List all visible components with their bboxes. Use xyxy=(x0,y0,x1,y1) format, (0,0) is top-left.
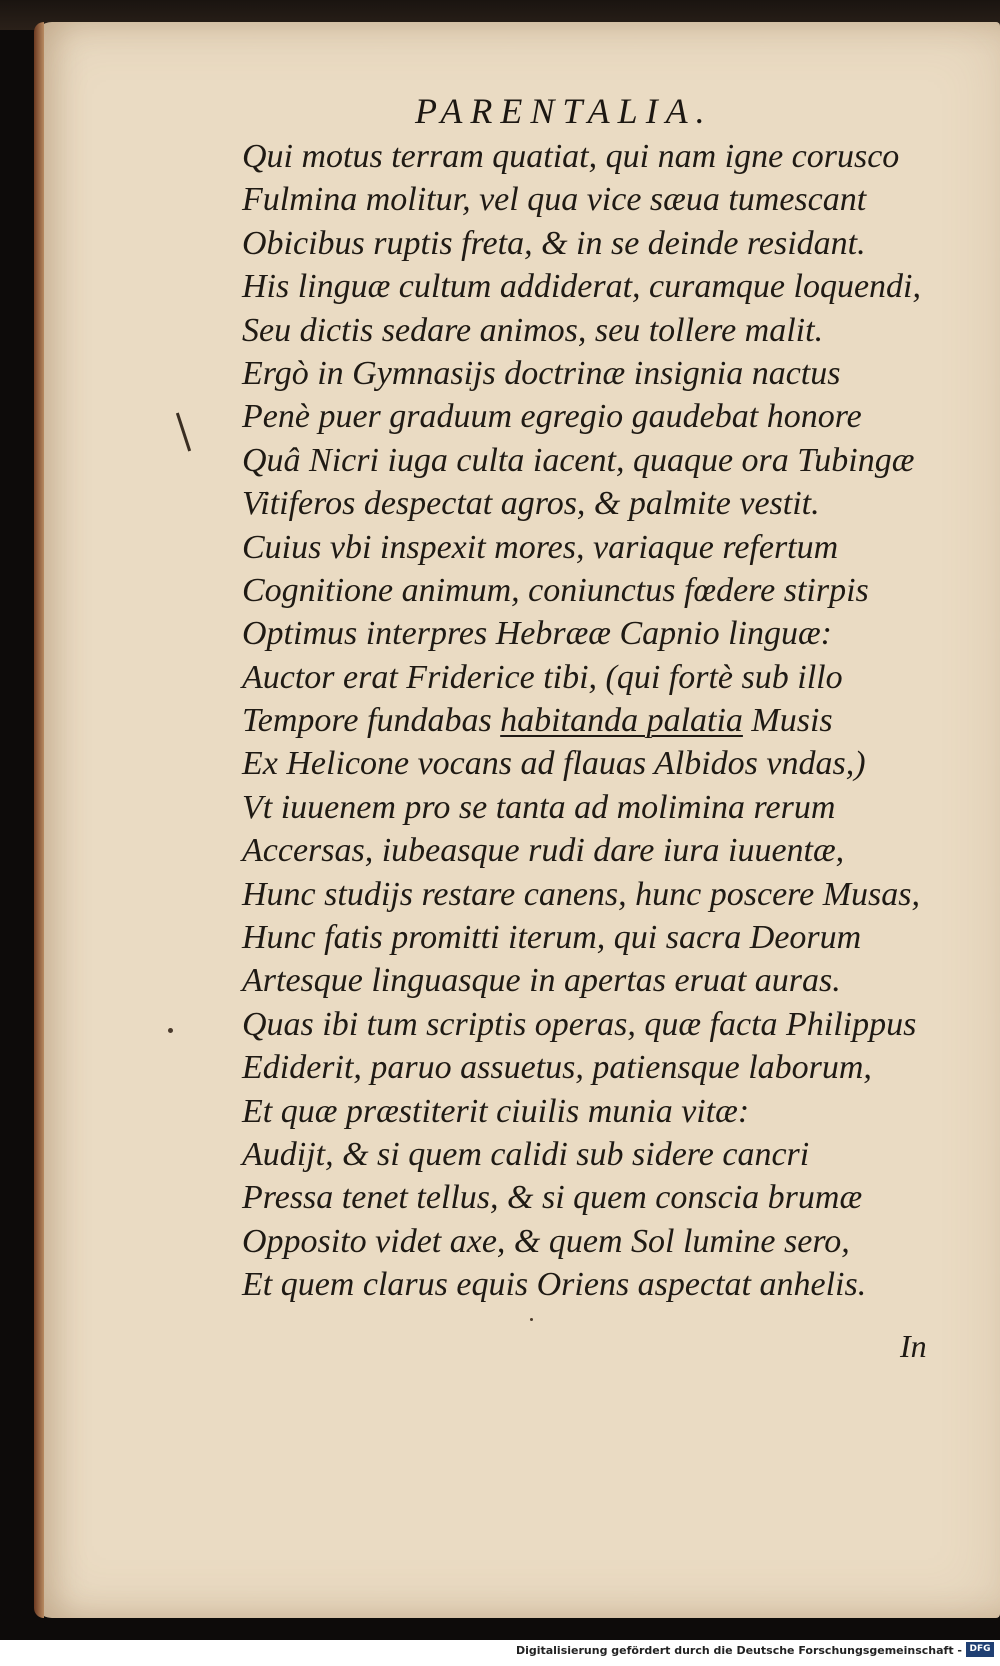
verse-line: Qui motus terram quatiat, qui nam igne corusco xyxy=(242,138,900,175)
verse-line: Pressa tenet tellus, & si quem conscia brumæ xyxy=(242,1179,863,1217)
ink-speck xyxy=(168,1028,173,1033)
verse-line: Accersas, iubeasque rudi dare iura iuuentæ, xyxy=(242,832,845,870)
verse-line: Vt iuuenem pro se tanta ad molimina rerum xyxy=(242,788,836,826)
verse-line: Fulmina molitur, vel qua vice sæua tumescant xyxy=(242,181,867,219)
verse-line: Ex Helicone vocans ad flauas Albidos vndas,) xyxy=(242,745,866,783)
funding-credit: Digitalisierung gefördert durch die Deutsche Forschungsgemeinschaft - xyxy=(515,1644,962,1657)
verse-line: Audijt, & si quem calidi sub sidere cancri xyxy=(242,1135,810,1173)
verse-line: Hunc studijs restare canens, hunc poscere Musas, xyxy=(242,875,921,913)
verse-line: Artesque linguasque in apertas eruat auras. xyxy=(242,962,841,1000)
catchword: In xyxy=(900,1328,927,1364)
verse-line: Optimus interpres Hebrææ Capnio linguæ: xyxy=(242,615,832,653)
verse-line: Auctor erat Friderice tibi, (qui fortè sub illo xyxy=(242,658,843,696)
verse-line: Et quæ præstiterit ciuilis munia vitæ: xyxy=(242,1092,750,1130)
verse-line: Opposito videt axe, & quem Sol lumine sero, xyxy=(242,1222,850,1260)
verse-line: Hunc fatis promitti iterum, qui sacra Deorum xyxy=(242,919,862,957)
verse-line: Ergò in Gymnasijs doctrinæ insignia nactus xyxy=(242,354,841,392)
page-gutter-edge xyxy=(34,22,44,1618)
verse-line: His linguæ cultum addiderat, curamque loquendi, xyxy=(242,268,922,306)
verse-line: Quas ibi tum scriptis operas, quæ facta Philippus xyxy=(242,1005,917,1043)
verse-line: Quâ Nicri iuga culta iacent, quaque ora Tubingæ xyxy=(242,441,915,479)
verse-line: Tempore fundabas habitanda palatia Musis xyxy=(242,702,833,740)
verse-line: Cognitione animum, coniunctus fœdere stirpis xyxy=(242,571,869,609)
verse-line: Seu dictis sedare animos, seu tollere malit. xyxy=(242,311,824,349)
ink-speck xyxy=(530,1318,533,1321)
underlined-phrase: habitanda palatia xyxy=(500,702,743,740)
verse-line: Ediderit, paruo assuetus, patiensque laborum, xyxy=(242,1049,872,1087)
running-head: PARENTALIA. xyxy=(415,91,713,131)
verse-line: Et quem clarus equis Oriens aspectat anhelis. xyxy=(242,1266,867,1304)
verse-line: Vitiferos despectat agros, & palmite vestit. xyxy=(242,485,820,523)
dfg-logo: DFG xyxy=(966,1642,994,1657)
verse-line: Cuius vbi inspexit mores, variaque refertum xyxy=(242,528,839,566)
verse-text xyxy=(242,135,962,1307)
verse-line: Obicibus ruptis freta, & in se deinde residant. xyxy=(242,224,866,262)
verse-line: Penè puer graduum egregio gaudebat honore xyxy=(242,398,862,436)
